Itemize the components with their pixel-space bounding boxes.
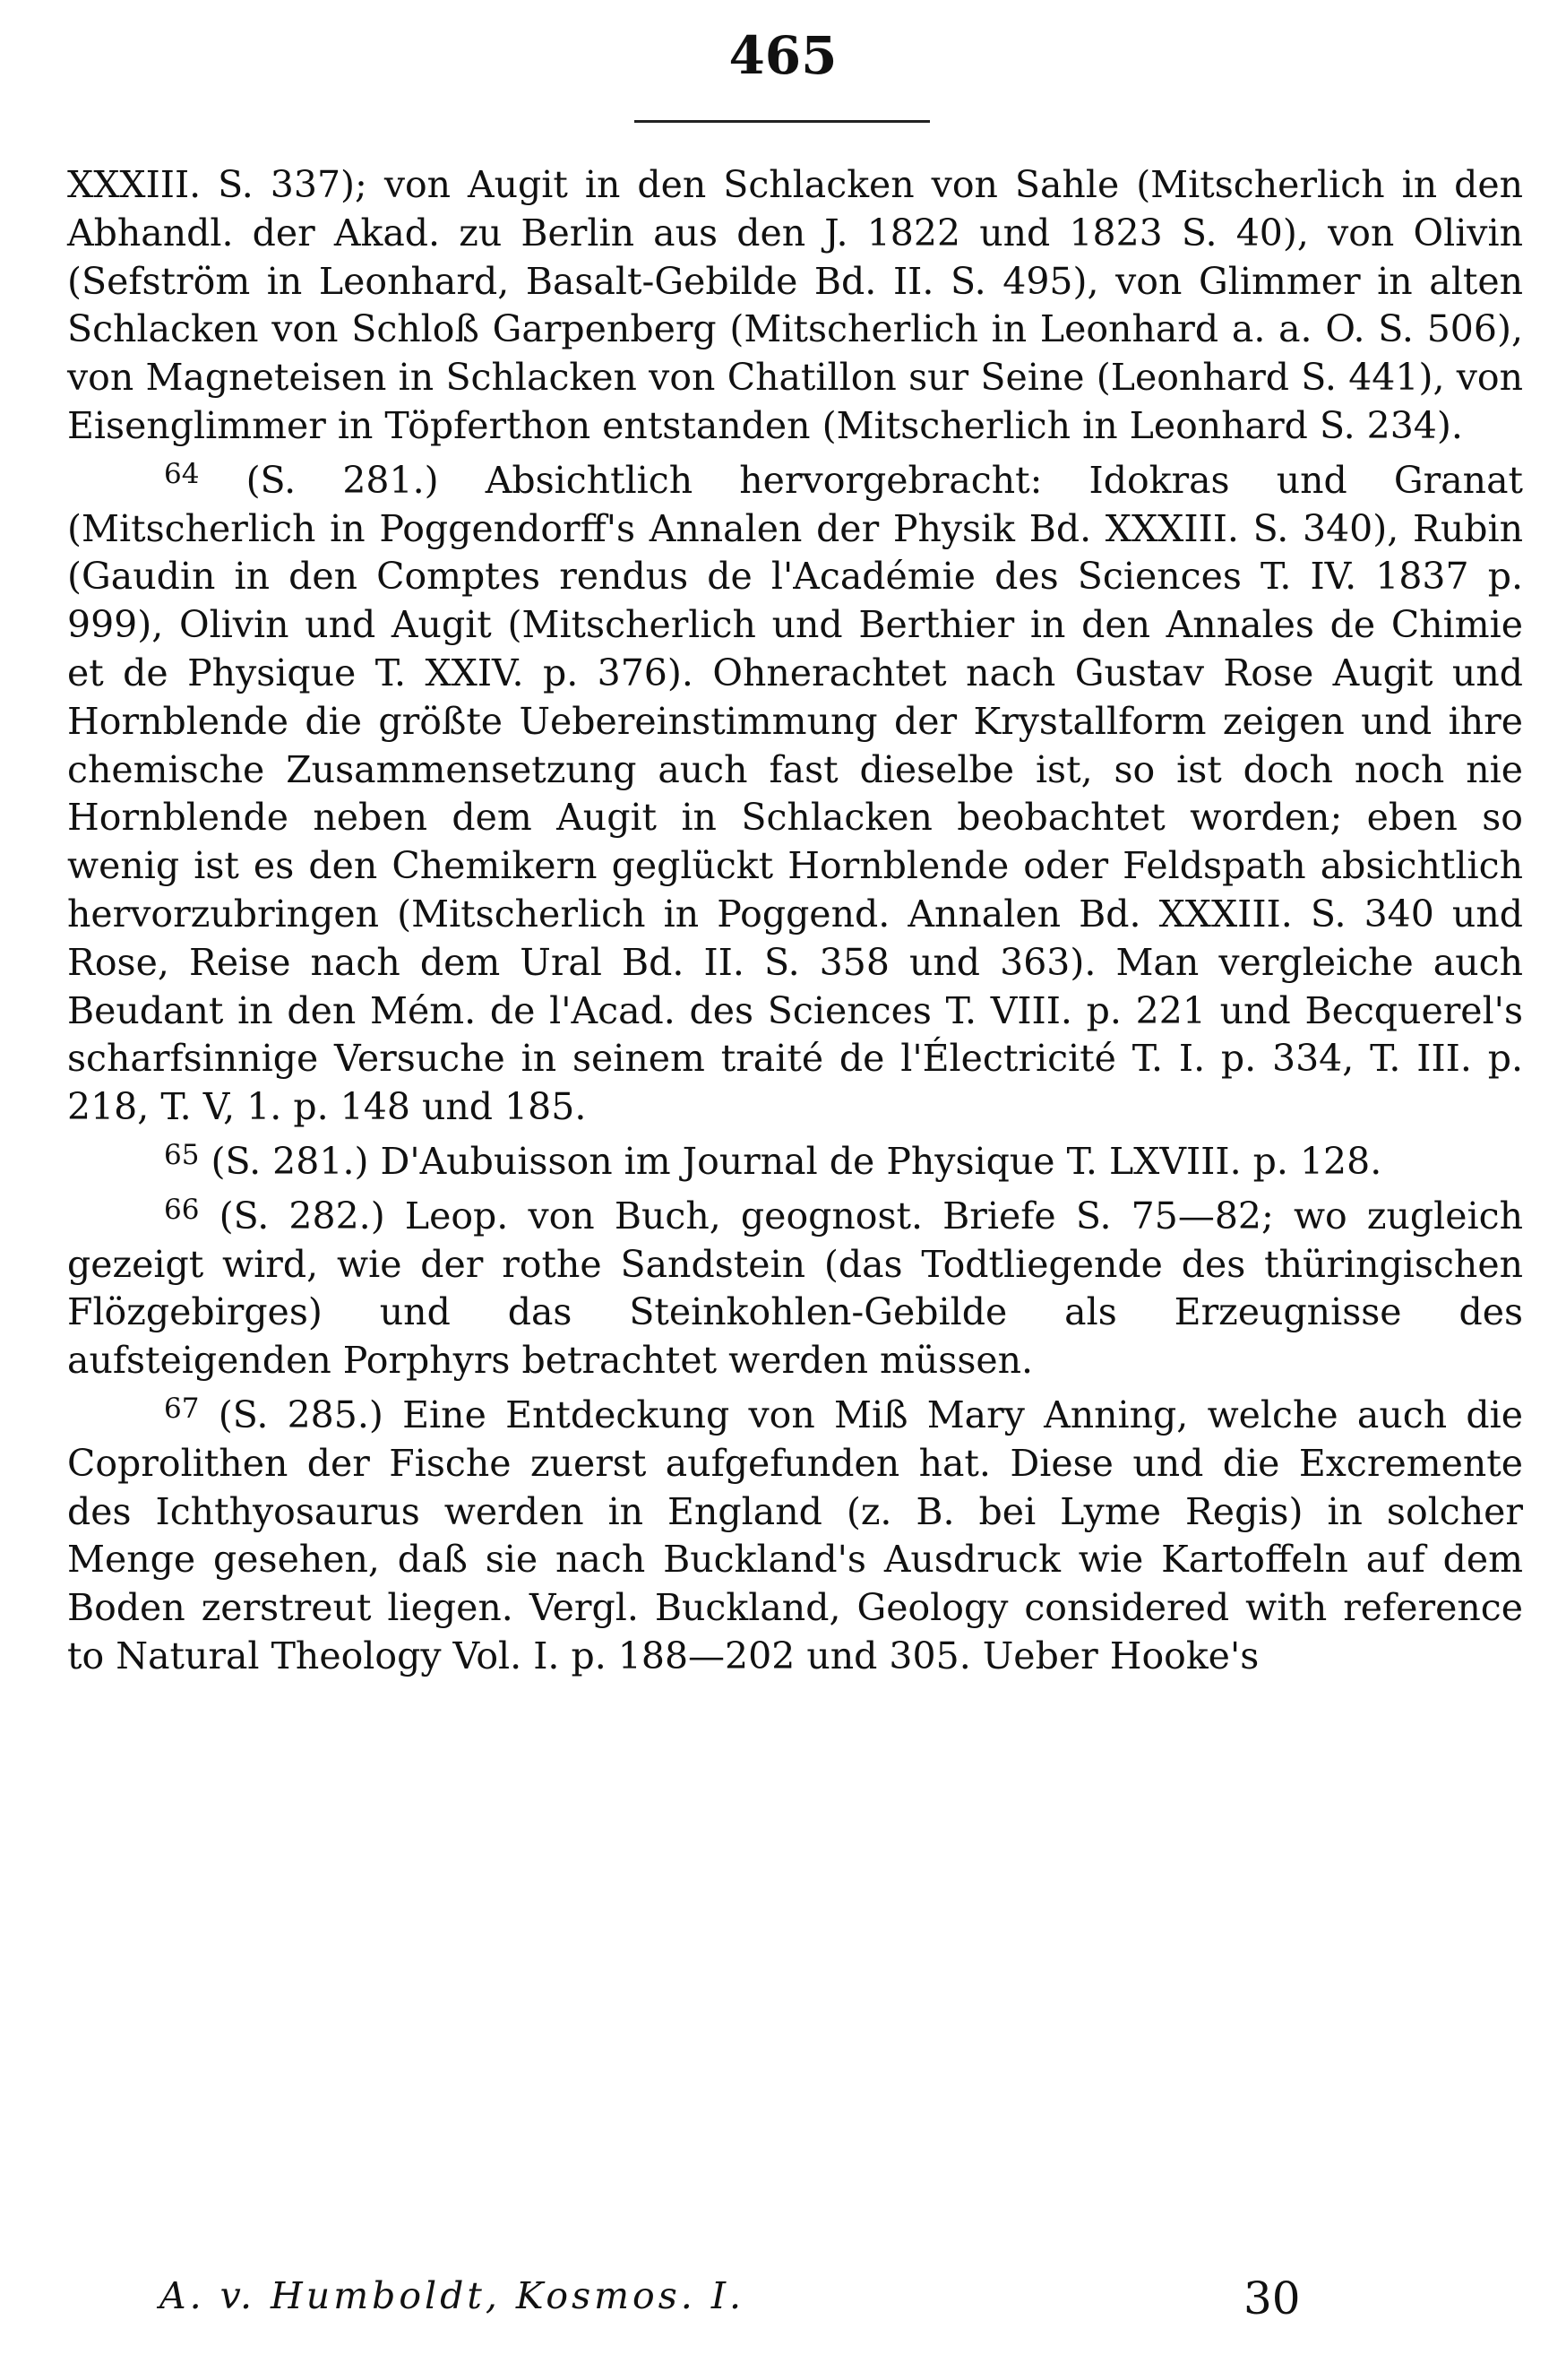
footer-sheet-number: 30 [1243, 2272, 1301, 2324]
footnote-66 [67, 1186, 1523, 1385]
footnotes-body [67, 161, 1523, 1681]
header-rule [634, 120, 930, 123]
footnote-text: XXXIII. S. 337); von Augit in den Schlacken von Sahle (Mitscherlich in den Abhandl. der Akad. zu Berlin aus den J. 1822 und 1823 S. 40), von Olivin (Sefström in Leonhard, Basalt-Gebilde Bd. II. S. 495), von Glimmer in alten Schlacken von Schloß Garpenberg (Mitscherlich in Leonhard a. a. O. S. 506), von Magneteisen in Schlacken von Chatillon sur Seine (Leonhard S. 441), von Eisenglimmer in Töpferthon entstanden (Mitscherlich in Leonhard S. 234). [67, 163, 1523, 447]
footnote-number: 67 [164, 1392, 200, 1425]
continued-footnote [67, 161, 1523, 451]
footnote-text: (S. 281.) D'Aubuisson im Journal de Physique T. LXVIII. p. 128. [211, 1139, 1382, 1183]
footnote-64 [67, 451, 1523, 1132]
footnote-text: (S. 282.) Leop. von Buch, geognost. Briefe S. 75—82; wo zugleich gezeigt wird, wie der rothe Sandstein (das Todtliegende des thüringischen Flözgebirges) und das Steinkohlen-Gebilde als Erzeugnisse des aufsteigenden Porphyrs betrachtet werden müssen. [67, 1194, 1523, 1383]
footnote-65 [67, 1132, 1523, 1186]
footer-signature: A. v. Humboldt, Kosmos. I. [159, 2274, 745, 2317]
footnote-text: (S. 285.) Eine Entdeckung von Miß Mary Anning, welche auch die Coprolithen der Fische zuerst aufgefunden hat. Diese und die Excremente des Ichthyosaurus werden in England (z. B. bei Lyme Regis) in solcher Menge gesehen, daß sie nach Buckland's Ausdruck wie Kartoffeln auf dem Boden zerstreut liegen. Vergl. Buckland, Geology considered with reference to Natural Theology Vol. I. p. 188—202 und 305. Ueber Hooke's [67, 1393, 1523, 1677]
footnote-number: 66 [164, 1193, 200, 1226]
page-number: 465 [728, 25, 838, 86]
footnote-text: (S. 281.) Absichtlich hervorgebracht: Idokras und Granat (Mitscherlich in Poggendorff's Annalen der Physik Bd. XXXIII. S. 340), Rubin (Gaudin in den Comptes rendus de l'Académie des Sciences T. IV. 1837 p. 999), Olivin und Augit (Mitscherlich und Berthier in den Annales de Chimie et de Physique T. XXIV. p. 376). Ohnerachtet nach Gustav Rose Augit und Hornblende die größte Uebereinstimmung der Krystallform zeigen und ihre chemische Zusammensetzung auch fast dieselbe ist, so ist doch noch nie Hornblende neben dem Augit in Schlacken beobachtet worden; eben so wenig ist es den Chemikern geglückt Hornblende oder Feldspath absichtlich hervorzubringen (Mitscherlich in Poggend. Annalen Bd. XXXIII. S. 340 und Rose, Reise nach dem Ural Bd. II. S. 358 und 363). Man vergleiche auch Beudant in den Mém. de l'Acad. des Sciences T. VIII. p. 221 und Becquerel's scharfsinnige Versuche in seinem traité de l'Électricité T. I. p. 334, T. III. p. 218, T. V, 1. p. 148 und 185. [67, 458, 1523, 1129]
footnote-number: 64 [164, 457, 200, 490]
footnote-67 [67, 1385, 1523, 1681]
footnote-number: 65 [164, 1138, 200, 1171]
